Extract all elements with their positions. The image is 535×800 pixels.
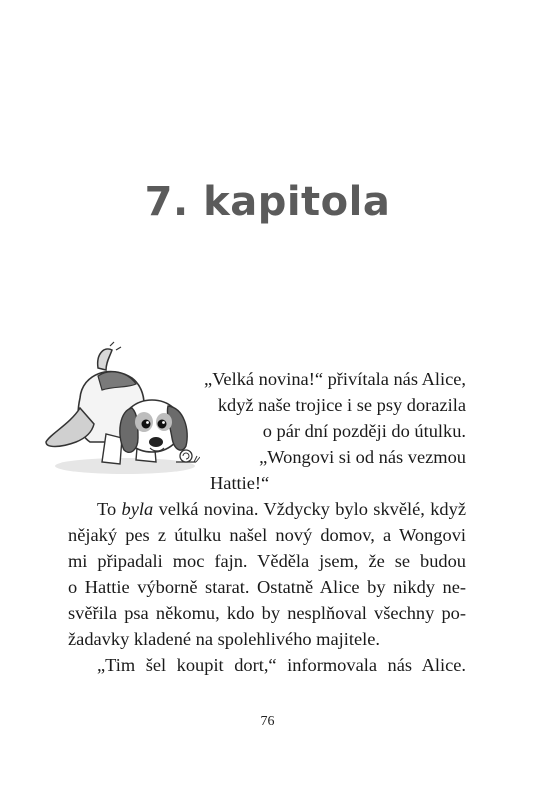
text-line: „Wongovi si od nás vezmou [259, 447, 466, 467]
text-line: „Velká novina!“ přivítala nás Alice, [204, 369, 466, 389]
text-line: nějaký pes z útulku našel nový domov, a Wongovi [68, 525, 466, 545]
text-line: o pár dní později do útulku. [262, 421, 466, 441]
text-line: Hattie!“ [210, 473, 270, 493]
snail-icon [176, 450, 200, 462]
text-line: svěřila psa někomu, kdo by nesplňoval všechny po- [68, 603, 466, 623]
text-line: mi připadali moc fajn. Věděla jsem, že se budou [68, 551, 466, 571]
text-fragment: velká novina. Vždycky bylo skvělé, když [158, 499, 466, 519]
dog-with-snail-illustration [40, 338, 200, 488]
text-line: žadavky kladené na spolehlivého majitele. [68, 629, 381, 649]
text-line: když naše trojice i se psy dorazila [217, 395, 466, 415]
text-word: To [97, 499, 117, 519]
text-line [97, 496, 466, 522]
text-line: „Tim šel koupit dort,“ informovala nás Alice. [97, 655, 466, 675]
text-line: o Hattie výborně starat. Ostatně Alice by nikdy ne- [68, 577, 466, 597]
page-number: 76 [260, 714, 275, 729]
chapter-title: 7. kapitola [144, 179, 391, 225]
italic-word: byla [121, 499, 154, 519]
